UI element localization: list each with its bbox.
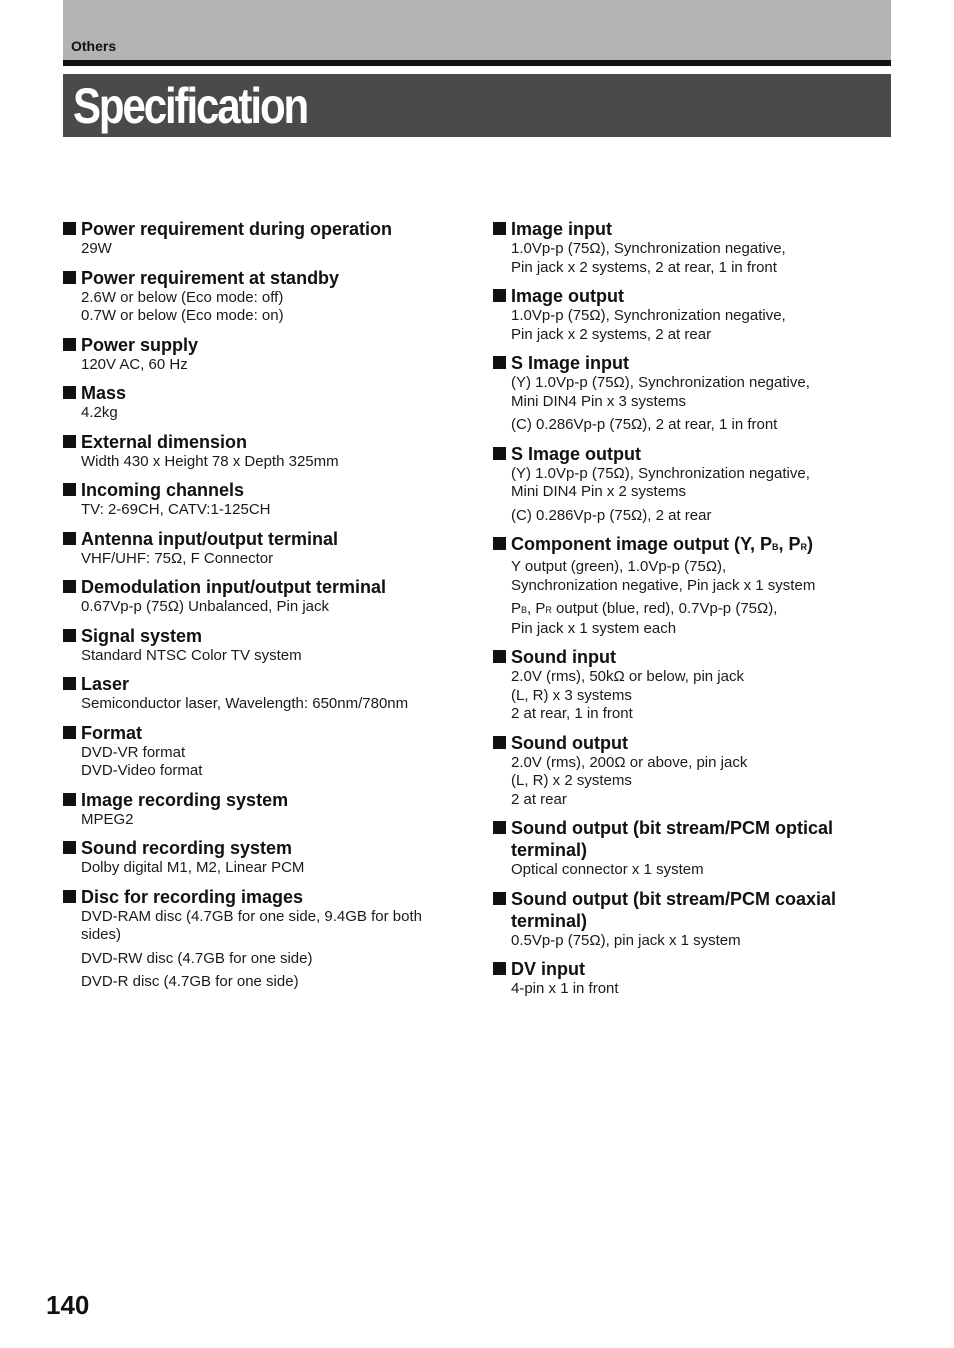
- spec-item: [63, 267, 453, 326]
- square-bullet-icon: [493, 736, 506, 749]
- spec-heading-text: Format: [81, 722, 143, 743]
- spec-item: [63, 837, 453, 878]
- spec-column-right: [493, 218, 873, 1007]
- spec-line: DVD-R disc (4.7GB for one side): [81, 973, 299, 990]
- spec-line: 120V AC, 60 Hz: [81, 355, 188, 373]
- spec-line: 2.0V (rms), 50kΩ or below, pin jack: [511, 668, 744, 685]
- spec-heading: [63, 267, 453, 289]
- spec-heading: [63, 218, 453, 240]
- square-bullet-icon: [493, 650, 506, 663]
- spec-heading-text: Sound output (bit stream/PCM optical terminal): [511, 818, 833, 860]
- spec-line: 2 at rear, 1 in front: [511, 705, 633, 722]
- spec-body: [493, 861, 873, 880]
- spec-item: [63, 789, 453, 830]
- spec-line: DVD-RW disc (4.7GB for one side): [81, 949, 313, 967]
- spec-line: 1.0Vp-p (75Ω), Synchronization negative,: [511, 240, 786, 257]
- square-bullet-icon: [493, 356, 506, 369]
- square-bullet-icon: [63, 726, 76, 739]
- spec-column-left: [63, 218, 453, 1000]
- spec-heading-text: Sound input: [511, 647, 616, 667]
- spec-item: [493, 888, 873, 951]
- spec-heading-text: Signal system: [81, 625, 203, 646]
- square-bullet-icon: [63, 222, 76, 235]
- spec-heading-text: Power requirement at standby: [81, 267, 340, 288]
- spec-body: [63, 289, 453, 326]
- spec-line: Pin jack x 2 systems, 2 at rear: [511, 325, 712, 343]
- spec-item: [493, 443, 873, 526]
- spec-line: sides): [81, 926, 122, 943]
- spec-line: 4.2kg: [81, 404, 118, 421]
- spec-body: [493, 240, 873, 277]
- square-bullet-icon: [63, 677, 76, 690]
- spec-heading: [493, 218, 873, 240]
- spec-line: DVD-VR format: [81, 743, 186, 761]
- spec-line: VHF/UHF: 75Ω, F Connector: [81, 549, 274, 567]
- spec-body: [493, 465, 873, 526]
- spec-body: [63, 598, 453, 617]
- spec-heading-text: Sound output (bit stream/PCM coaxial terminal): [511, 888, 837, 931]
- spec-item: [63, 334, 453, 375]
- header-band: [63, 0, 891, 60]
- spec-item: [63, 218, 453, 259]
- spec-body: [493, 932, 873, 951]
- spec-line: DVD-RAM disc (4.7GB for one side, 9.4GB for both: [81, 907, 422, 925]
- spec-item: [493, 958, 873, 999]
- spec-line: Mini DIN4 Pin x 2 systems: [511, 483, 687, 500]
- spec-line: Y output (green), 1.0Vp-p (75Ω),: [511, 558, 727, 575]
- spec-heading-text: Power requirement during operation: [81, 219, 393, 239]
- spec-item: [493, 285, 873, 344]
- spec-heading: [493, 888, 873, 932]
- square-bullet-icon: [493, 537, 506, 550]
- spec-line: 2.0V (rms), 200Ω or above, pin jack: [511, 753, 748, 771]
- spec-item: [63, 528, 453, 569]
- spec-body: [493, 668, 873, 724]
- square-bullet-icon: [63, 483, 76, 496]
- square-bullet-icon: [493, 447, 506, 460]
- spec-heading-text: Image recording system: [81, 789, 289, 810]
- spec-line: 1.0Vp-p (75Ω), Synchronization negative,: [511, 307, 786, 324]
- spec-item: [493, 218, 873, 277]
- page-number: 140: [46, 1290, 90, 1320]
- spec-heading-text: Component image output (Y, PB, PR): [511, 534, 814, 554]
- spec-line: (C) 0.286Vp-p (75Ω), 2 at rear: [511, 506, 712, 524]
- square-bullet-icon: [493, 962, 506, 975]
- spec-line: 4-pin x 1 in front: [511, 980, 619, 997]
- spec-body: [63, 647, 453, 666]
- spec-line: Width 430 x Height 78 x Depth 325mm: [81, 452, 339, 470]
- spec-item: [63, 576, 453, 617]
- square-bullet-icon: [493, 821, 506, 834]
- spec-line: 2.6W or below (Eco mode: off): [81, 288, 284, 306]
- square-bullet-icon: [493, 289, 506, 302]
- spec-heading: [493, 443, 873, 465]
- spec-line: (Y) 1.0Vp-p (75Ω), Synchronization negative,: [511, 374, 810, 391]
- spec-item: [63, 479, 453, 520]
- spec-body: [493, 307, 873, 344]
- spec-item: [63, 382, 453, 423]
- spec-line: Standard NTSC Color TV system: [81, 646, 302, 664]
- spec-line: Pin jack x 2 systems, 2 at rear, 1 in front: [511, 258, 777, 276]
- square-bullet-icon: [63, 890, 76, 903]
- spec-body: [63, 404, 453, 423]
- square-bullet-icon: [63, 629, 76, 642]
- spec-line: MPEG2: [81, 810, 134, 828]
- spec-heading: [63, 886, 453, 908]
- spec-body: [63, 908, 453, 992]
- spec-heading: [63, 625, 453, 647]
- spec-heading-text: S Image input: [511, 353, 630, 373]
- spec-body: [63, 550, 453, 569]
- spec-heading: [63, 576, 453, 598]
- square-bullet-icon: [493, 222, 506, 235]
- spec-line: 29W: [81, 240, 112, 257]
- spec-item: [63, 722, 453, 781]
- spec-heading: [63, 837, 453, 859]
- square-bullet-icon: [63, 271, 76, 284]
- spec-body: [63, 859, 453, 878]
- spec-heading-text: Incoming channels: [81, 480, 245, 500]
- spec-body: [63, 501, 453, 520]
- spec-body: [63, 695, 453, 714]
- spec-item: [493, 817, 873, 880]
- square-bullet-icon: [63, 532, 76, 545]
- spec-heading: [63, 722, 453, 744]
- spec-heading: [63, 334, 453, 356]
- spec-body: [63, 356, 453, 375]
- spec-item: [493, 732, 873, 810]
- spec-line: 0.5Vp-p (75Ω), pin jack x 1 system: [511, 931, 741, 949]
- spec-heading: [493, 533, 873, 558]
- spec-body: [63, 453, 453, 472]
- spec-heading: [63, 528, 453, 550]
- square-bullet-icon: [63, 793, 76, 806]
- spec-heading-text: DV input: [511, 959, 585, 979]
- square-bullet-icon: [63, 386, 76, 399]
- header-rule: [63, 60, 891, 66]
- section-label: Others: [71, 38, 117, 54]
- spec-line: 0.67Vp-p (75Ω) Unbalanced, Pin jack: [81, 598, 330, 615]
- spec-body: [63, 811, 453, 830]
- spec-heading: [493, 352, 873, 374]
- page-title: Specification: [73, 78, 308, 134]
- spec-heading-text: Disc for recording images: [81, 886, 304, 907]
- spec-heading: [493, 646, 873, 668]
- spec-line: PB, PR output (blue, red), 0.7Vp-p (75Ω),: [511, 600, 778, 617]
- spec-heading-text: Power supply: [81, 334, 199, 355]
- spec-heading-text: Sound output: [511, 732, 628, 753]
- spec-heading-text: Laser: [81, 674, 130, 694]
- spec-line: 0.7W or below (Eco mode: on): [81, 307, 284, 324]
- spec-item: [63, 625, 453, 666]
- spec-line: Optical connector x 1 system: [511, 861, 704, 878]
- square-bullet-icon: [493, 892, 506, 905]
- spec-heading-text: Image input: [511, 219, 613, 239]
- spec-line: (L, R) x 2 systems: [511, 772, 632, 789]
- square-bullet-icon: [63, 580, 76, 593]
- spec-body: [493, 980, 873, 999]
- spec-heading-text: Antenna input/output terminal: [81, 528, 338, 549]
- spec-line: 2 at rear: [511, 790, 567, 808]
- spec-body: [493, 558, 873, 638]
- spec-heading: [493, 732, 873, 754]
- spec-body: [493, 374, 873, 435]
- spec-heading: [63, 789, 453, 811]
- spec-item: [63, 431, 453, 472]
- spec-heading-text: S Image output: [511, 443, 641, 464]
- spec-line: TV: 2-69CH, CATV:1-125CH: [81, 501, 271, 518]
- spec-body: [493, 754, 873, 810]
- spec-heading-text: Mass: [81, 383, 127, 403]
- spec-heading: [63, 382, 453, 404]
- square-bullet-icon: [63, 435, 76, 448]
- title-bar: [63, 74, 891, 137]
- spec-line: Pin jack x 1 system each: [511, 619, 677, 637]
- spec-line: (L, R) x 3 systems: [511, 686, 632, 704]
- spec-line: (Y) 1.0Vp-p (75Ω), Synchronization negative,: [511, 464, 810, 482]
- spec-heading-text: Sound recording system: [81, 838, 293, 858]
- spec-line: Synchronization negative, Pin jack x 1 system: [511, 576, 816, 594]
- spec-body: [63, 240, 453, 259]
- square-bullet-icon: [63, 338, 76, 351]
- spec-heading: [493, 958, 873, 980]
- spec-line: Mini DIN4 Pin x 3 systems: [511, 392, 687, 410]
- spec-item: [63, 673, 453, 714]
- spec-heading-text: Image output: [511, 286, 624, 306]
- spec-heading-text: External dimension: [81, 431, 248, 452]
- spec-line: (C) 0.286Vp-p (75Ω), 2 at rear, 1 in front: [511, 416, 778, 433]
- spec-line: Dolby digital M1, M2, Linear PCM: [81, 859, 305, 876]
- spec-item: [63, 886, 453, 992]
- spec-heading-text: Demodulation input/output terminal: [81, 577, 386, 597]
- spec-heading: [493, 285, 873, 307]
- square-bullet-icon: [63, 841, 76, 854]
- spec-heading: [493, 817, 873, 861]
- spec-line: DVD-Video format: [81, 762, 203, 779]
- spec-body: [63, 744, 453, 781]
- spec-item: [493, 352, 873, 435]
- spec-heading: [63, 479, 453, 501]
- spec-line: Semiconductor laser, Wavelength: 650nm/780nm: [81, 695, 409, 712]
- spec-heading: [63, 431, 453, 453]
- spec-item: [493, 646, 873, 724]
- spec-heading: [63, 673, 453, 695]
- spec-item: [493, 533, 873, 638]
